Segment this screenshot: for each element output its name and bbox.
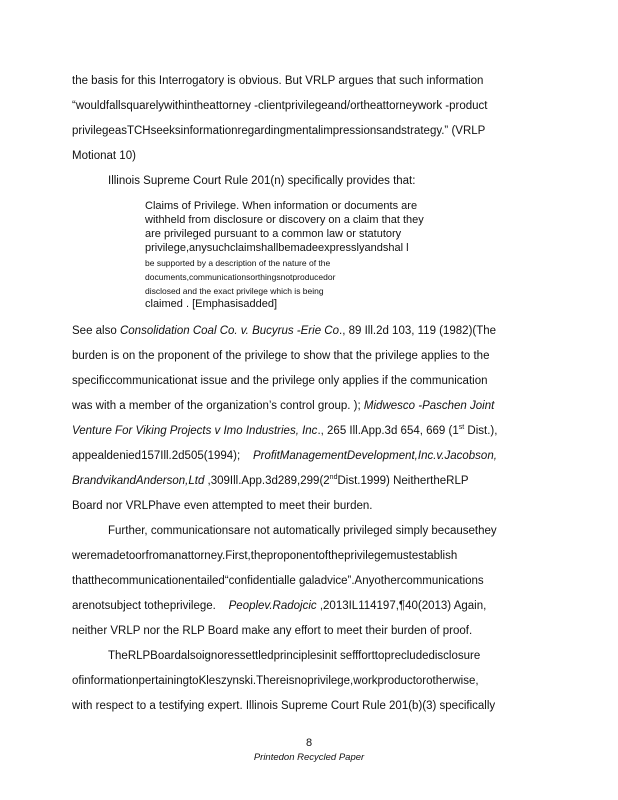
body-line: privilegeasTCHseeksinformationregardingmentalimpressionsandstrategy.” (VRLP	[72, 125, 486, 137]
quote-line: be supported by a description of the nature of the	[145, 258, 331, 268]
text-run: ,309Ill.App.3d289,299(2	[204, 475, 330, 487]
body-line	[72, 599, 486, 613]
body-line	[72, 449, 497, 463]
quote-line: disclosed and the exact privilege which is being	[145, 286, 324, 296]
body-line: Illinois Supreme Court Rule 201(n) specifically provides that:	[108, 175, 416, 187]
body-line: specificcommunicationat issue and the privilege only applies if the communication	[72, 375, 488, 387]
quote-line: Claims of Privilege. When information or documents are	[145, 200, 418, 212]
case-citation: Venture For Viking Projects v Imo Industries, Inc	[72, 425, 318, 437]
text-run: arenotsubject totheprivilege.	[72, 600, 216, 612]
body-line: Further, communicationsare not automatically privileged simply becausethey	[108, 525, 497, 537]
quote-line: privilege,anysuchclaimshallbemadeexpresslyandshal l	[145, 242, 409, 254]
body-line: “wouldfallsquarelywithintheattorney -clientprivilegeand/ortheattorneywork -product	[72, 100, 488, 112]
quote-line: claimed . [Emphasisadded]	[145, 298, 278, 310]
text-run: appealdenied157Ill.2d505(1994);	[72, 450, 241, 462]
body-line: neither VRLP nor the RLP Board make any effort to meet their burden of proof.	[72, 625, 473, 637]
text-run: Dist.1999) NeithertheRLP	[337, 475, 469, 487]
quote-line: withheld from disclosure or discovery on a claim that they	[145, 214, 424, 226]
page-number: 8	[305, 737, 313, 749]
body-line: with respect to a testifying expert. Illinois Supreme Court Rule 201(b)(3) specifically	[72, 700, 496, 712]
body-line: burden is on the proponent of the privilege to show that the privilege applies to the	[72, 350, 490, 362]
body-line: thatthecommunicationentailed“confidentialle galadvice”.Anyothercommunications	[72, 575, 484, 587]
case-citation: Peoplev.Radojcic	[228, 600, 317, 612]
text-run: Dist.),	[464, 425, 498, 437]
body-line: Board nor VRLPhave even attempted to meet their burden.	[72, 500, 373, 512]
body-line: weremadetoorfromanattorney.First,theproponentoftheprivilegemustestablish	[72, 550, 458, 562]
superscript: st	[458, 424, 465, 432]
body-line	[72, 324, 496, 338]
body-line: ofinformationpertainingtoKleszynski.Thereisnoprivilege,workproductorotherwise,	[72, 675, 479, 687]
text-run: ., 89 Ill.2d 103, 119 (1982)(The	[339, 325, 497, 337]
body-line: TheRLPBoardalsoignoressettledprinciplesinit seffforttoprecludedisclosure	[108, 650, 481, 662]
text-run: See also	[72, 325, 117, 337]
case-citation: ProfitManagementDevelopment,Inc.v.Jacobson,	[252, 450, 497, 462]
body-line	[72, 399, 494, 413]
text-run: ,2013IL114197,¶40(2013) Again,	[316, 600, 487, 612]
body-line	[72, 424, 497, 438]
case-citation: Consolidation Coal Co. v. Bucyrus -Erie Co	[119, 325, 339, 337]
text-run: was with a member of the organization’s control group. );	[72, 400, 361, 412]
case-citation: BrandvikandAnderson,Ltd	[72, 475, 205, 487]
body-line	[72, 474, 469, 488]
superscript: nd	[329, 474, 338, 482]
recycled-paper-note: Printedon Recycled Paper	[253, 752, 365, 763]
quote-line: documents,communicationsorthingsnotproducedor	[145, 272, 336, 282]
body-line: the basis for this Interrogatory is obvious. But VRLP argues that such information	[72, 75, 484, 87]
quote-line: are privileged pursuant to a common law or statutory	[145, 228, 402, 240]
case-citation: Midwesco -Paschen Joint	[363, 400, 495, 412]
body-line: Motionat 10)	[72, 150, 136, 162]
text-run: ., 265 Ill.App.3d 654, 669 (1	[317, 425, 459, 437]
